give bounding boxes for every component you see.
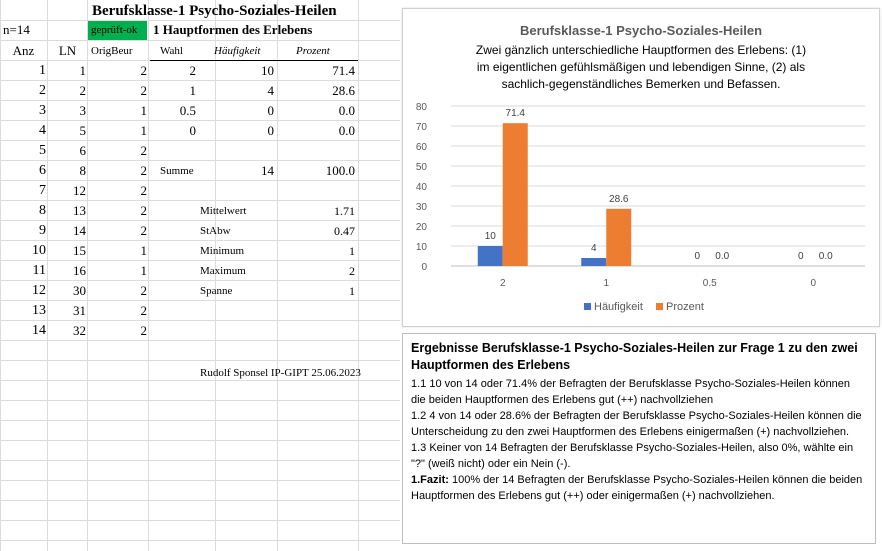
result-line-3: 1.3 Keiner von 14 Befragten der Berufsklasse Psycho-Soziales-Heilen, also 0%, wählte ein "?" (weiß nicht) oder ein Nein (-).: [411, 442, 854, 470]
freq-haeufigkeit-cell: 4: [267, 83, 274, 98]
bar-häufigkeit-2[interactable]: [478, 246, 503, 266]
stat-label: Minimum: [200, 245, 245, 257]
y-tick-label: 80: [415, 102, 427, 113]
bar-prozent-2[interactable]: [503, 123, 528, 266]
row-orig-cell: 2: [140, 323, 147, 338]
stat-value: 2: [349, 264, 355, 278]
legend-swatch: [656, 303, 663, 310]
freq-wahl-cell: 1: [189, 83, 196, 98]
header-wahl: Wahl: [160, 45, 183, 57]
chart-subtitle-line: sachlich-gegenständliches Bemerken und Befassen.: [501, 77, 781, 91]
data-label: 0: [797, 251, 804, 262]
row-orig-cell: 2: [140, 203, 147, 218]
y-tick-label: 40: [415, 182, 427, 193]
y-tick-label: 30: [415, 202, 427, 213]
freq-haeufigkeit-cell: 0: [267, 103, 274, 118]
y-tick-label: 60: [415, 142, 427, 153]
row-ln-cell: 1: [79, 63, 86, 78]
row-anz-cell: 2: [39, 83, 46, 98]
stat-value: 1.71: [334, 204, 355, 218]
data-label: 0.0: [715, 251, 730, 262]
header-origbeur: OrigBeur: [91, 45, 133, 57]
row-anz-cell: 4: [39, 123, 46, 138]
footer-author: Rudolf Sponsel IP-GIPT 25.06.2023: [200, 367, 361, 379]
row-anz-cell: 6: [39, 163, 46, 178]
row-orig-cell: 2: [140, 63, 147, 78]
freq-wahl-cell: 0.5: [179, 103, 196, 118]
stat-label: StAbw: [200, 225, 231, 237]
summe-haeufigkeit: 14: [261, 163, 274, 178]
row-ln-cell: 12: [73, 183, 86, 198]
y-tick-label: 50: [415, 162, 427, 173]
header-ln: LN: [58, 43, 77, 58]
freq-haeufigkeit-cell: 0: [267, 123, 274, 138]
data-label: 28.6: [609, 193, 629, 205]
freq-wahl-cell: 0: [189, 123, 196, 138]
legend-swatch: [584, 303, 591, 310]
chart-title: Berufsklasse-1 Psycho-Soziales-Heilen: [519, 23, 763, 38]
sheet-title: Berufsklasse-1 Psycho-Soziales-Heilen: [92, 3, 337, 19]
row-anz-cell: 7: [39, 183, 46, 198]
fazit-label: 1.Fazit:: [411, 474, 449, 486]
row-anz-cell: 12: [32, 283, 46, 298]
row-orig-cell: 2: [140, 83, 147, 98]
data-label: 0.0: [818, 251, 833, 262]
y-tick-label: 20: [415, 222, 427, 233]
row-orig-cell: 1: [140, 243, 147, 258]
result-line-2: 1.2 4 von 14 oder 28.6% der Befragten der Berufsklasse Psycho-Soziales-Heilen können die Unterscheidung zu den zwei Hauptformen des Erlebens einigermaßen (+) nachvollziehen.: [411, 410, 862, 438]
sheet-subtitle: 1 Hauptformen des Erlebens: [153, 22, 313, 37]
row-anz-cell: 1: [39, 63, 46, 78]
row-orig-cell: 2: [140, 223, 147, 238]
row-orig-cell: 2: [140, 303, 147, 318]
row-orig-cell: 1: [140, 103, 147, 118]
y-tick-label: 70: [415, 122, 427, 133]
freq-wahl-cell: 2: [189, 63, 196, 78]
row-ln-cell: 15: [73, 243, 86, 258]
row-ln-cell: 3: [79, 103, 86, 118]
x-tick-label: 1: [603, 278, 610, 289]
row-ln-cell: 13: [73, 203, 86, 218]
row-ln-cell: 6: [79, 143, 86, 158]
freq-prozent-cell: 0.0: [338, 103, 355, 118]
row-ln-cell: 2: [79, 83, 86, 98]
header-prozent: Prozent: [296, 45, 330, 57]
data-label: 0: [694, 251, 701, 262]
data-label: 4: [590, 243, 597, 254]
results-title: Ergebnisse Berufsklasse-1 Psycho-Soziales-Heilen zur Frage 1 zu den zwei Hauptformen des Erlebens: [411, 341, 858, 372]
x-tick-label: 2: [499, 278, 506, 289]
row-anz-cell: 8: [39, 203, 46, 218]
row-ln-cell: 30: [73, 283, 86, 298]
freq-prozent-cell: 28.6: [332, 83, 355, 98]
stat-label: Mittelwert: [200, 205, 247, 217]
row-orig-cell: 2: [140, 143, 147, 158]
row-anz-cell: 3: [39, 103, 46, 118]
header-anz: Anz: [12, 43, 35, 58]
x-tick-label: 0: [810, 278, 817, 289]
summe-prozent: 100.0: [325, 163, 355, 178]
row-anz-cell: 13: [32, 303, 46, 318]
stat-value: 1: [349, 244, 355, 258]
row-ln-cell: 14: [73, 223, 86, 238]
n-label: n=14: [3, 22, 30, 37]
row-orig-cell: 2: [140, 183, 147, 198]
result-fazit: [411, 472, 867, 504]
data-label: 10: [484, 231, 496, 242]
row-anz-cell: 9: [39, 223, 46, 238]
chart-subtitle-line: im eigentlichen gefühlsmäßigen und lebendigen Sinne, (2) als: [476, 60, 806, 74]
row-anz-cell: 11: [32, 263, 46, 278]
freq-prozent-cell: 0.0: [338, 123, 355, 138]
row-orig-cell: 2: [140, 283, 147, 298]
row-orig-cell: 1: [140, 123, 147, 138]
bar-chart: [403, 9, 879, 326]
row-ln-cell: 8: [79, 163, 86, 178]
x-tick-label: 0.5: [702, 278, 717, 289]
status-badge: geprüft-ok: [88, 21, 147, 40]
y-tick-label: 10: [415, 242, 427, 253]
stat-value: 1: [349, 284, 355, 298]
row-orig-cell: 2: [140, 163, 147, 178]
freq-haeufigkeit-cell: 10: [261, 63, 274, 78]
summe-label: Summe: [160, 165, 194, 177]
bar-prozent-1[interactable]: [606, 209, 631, 266]
row-ln-cell: 32: [73, 323, 86, 338]
data-label: 71.4: [505, 108, 525, 120]
y-tick-label: 0: [421, 262, 427, 273]
stat-label: Spanne: [200, 285, 233, 297]
bar-häufigkeit-1[interactable]: [581, 258, 606, 266]
row-anz-cell: 10: [32, 243, 46, 258]
legend-label: Prozent: [666, 301, 704, 313]
row-ln-cell: 16: [73, 263, 86, 278]
results-textbox[interactable]: [402, 333, 876, 544]
row-ln-cell: 5: [79, 123, 86, 138]
header-haeufigkeit: Häufigkeit: [214, 45, 261, 57]
chart-panel[interactable]: [402, 8, 880, 327]
result-line-1: 1.1 10 von 14 oder 71.4% der Befragten der Berufsklasse Psycho-Soziales-Heilen können die beiden Hauptformen des Erlebens gut (++) nachvollziehen: [411, 378, 851, 406]
fazit-text: 100% der 14 Befragten der Berufsklasse Psycho-Soziales-Heilen können die beiden Hauptformen des Erlebens gut (++) oder einigermaßen (+) nachvollziehen.: [411, 474, 863, 502]
row-ln-cell: 31: [73, 303, 86, 318]
legend-label: Häufigkeit: [594, 301, 643, 313]
stat-label: Maximum: [200, 265, 246, 277]
chart-subtitle-line: Zwei gänzlich unterschiedliche Hauptformen des Erlebens: (1): [475, 43, 807, 57]
stat-value: 0.47: [334, 224, 355, 238]
row-orig-cell: 1: [140, 263, 147, 278]
row-anz-cell: 5: [39, 143, 46, 158]
freq-prozent-cell: 71.4: [332, 63, 355, 78]
row-anz-cell: 14: [32, 323, 46, 338]
